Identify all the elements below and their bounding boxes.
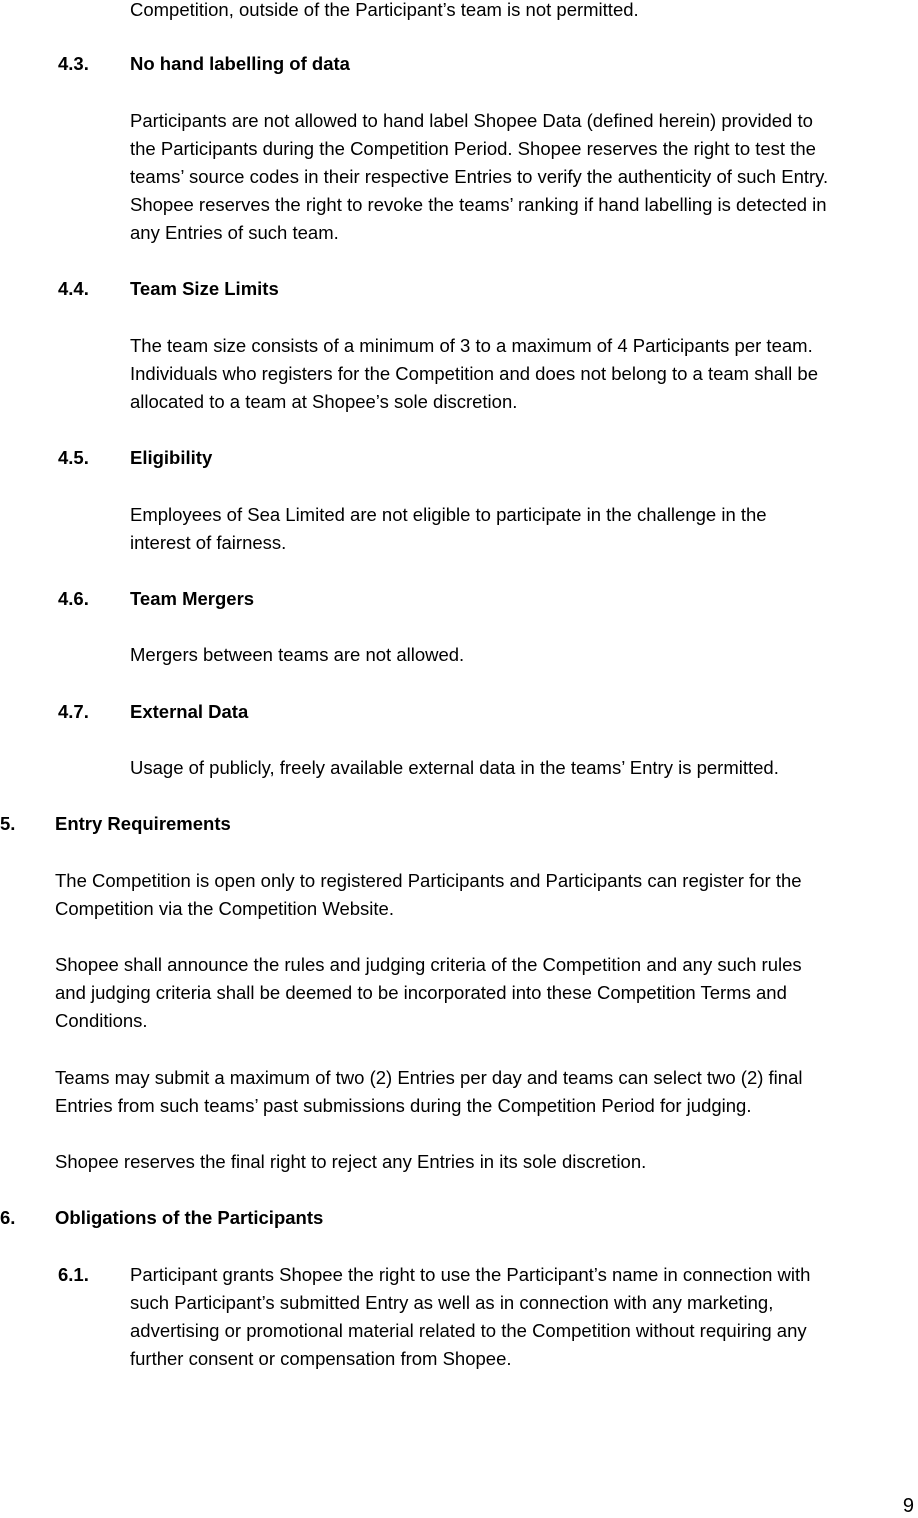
- section-4-3-line-3: teams’ source codes in their respective Entries to verify the authenticity of such Entry.: [130, 166, 829, 187]
- section-number-4-3: 4.3.: [58, 53, 89, 74]
- section-number-4-7: 4.7.: [58, 701, 89, 722]
- section-4-4-line-3: allocated to a team at Shopee’s sole discretion.: [130, 391, 518, 412]
- section-number-6-1: 6.1.: [58, 1264, 89, 1285]
- section-4-4-line-1: The team size consists of a minimum of 3 to a maximum of 4 Participants per team.: [130, 335, 813, 356]
- section-heading-6: Obligations of the Participants: [55, 1207, 324, 1228]
- section-heading-4-7: External Data: [130, 701, 249, 722]
- section-4-5-line-2: interest of fairness.: [130, 532, 287, 553]
- section-5-para-1-line-2: Competition via the Competition Website.: [55, 898, 394, 919]
- section-number-5: 5.: [0, 813, 16, 834]
- section-number-4-4: 4.4.: [58, 278, 89, 299]
- section-4-5-line-1: Employees of Sea Limited are not eligible to participate in the challenge in the: [130, 504, 767, 525]
- section-6-1-line-3: advertising or promotional material related to the Competition without requiring any: [130, 1320, 807, 1341]
- section-4-3-line-5: any Entries of such team.: [130, 222, 339, 243]
- section-5-para-1-line-1: The Competition is open only to registered Participants and Participants can register for the: [55, 870, 802, 891]
- section-5-para-3-line-2: Entries from such teams’ past submissions during the Competition Period for judging.: [55, 1095, 752, 1116]
- section-5-para-2-line-1: Shopee shall announce the rules and judging criteria of the Competition and any such rules: [55, 954, 802, 975]
- section-5-para-4-line-1: Shopee reserves the final right to reject any Entries in its sole discretion.: [55, 1151, 647, 1172]
- section-5-para-3-line-1: Teams may submit a maximum of two (2) Entries per day and teams can select two (2) final: [55, 1067, 803, 1088]
- section-6-1-line-2: such Participant’s submitted Entry as well as in connection with any marketing,: [130, 1292, 774, 1313]
- section-heading-4-5: Eligibility: [130, 447, 213, 468]
- section-number-4-5: 4.5.: [58, 447, 89, 468]
- section-6-1-line-4: further consent or compensation from Shopee.: [130, 1348, 512, 1369]
- continuation-text: Competition, outside of the Participant’s team is not permitted.: [130, 0, 639, 20]
- section-heading-4-6: Team Mergers: [130, 588, 255, 609]
- section-4-3-line-4: Shopee reserves the right to revoke the teams’ ranking if hand labelling is detected in: [130, 194, 827, 215]
- section-heading-4-3: No hand labelling of data: [130, 53, 350, 74]
- section-4-7-line-1: Usage of publicly, freely available external data in the teams’ Entry is permitted.: [130, 757, 779, 778]
- section-4-6-line-1: Mergers between teams are not allowed.: [130, 644, 465, 665]
- section-4-3-line-2: the Participants during the Competition Period. Shopee reserves the right to test the: [130, 138, 816, 159]
- section-number-6: 6.: [0, 1207, 16, 1228]
- page-number: 9: [902, 1495, 914, 1517]
- section-5-para-2-line-3: Conditions.: [55, 1010, 148, 1031]
- section-number-4-6: 4.6.: [58, 588, 89, 609]
- section-6-1-line-1: Participant grants Shopee the right to use the Participant’s name in connection with: [130, 1264, 811, 1285]
- section-4-4-line-2: Individuals who registers for the Competition and does not belong to a team shall be: [130, 363, 818, 384]
- section-5-para-2-line-2: and judging criteria shall be deemed to be incorporated into these Competition Terms and: [55, 982, 787, 1003]
- section-4-3-line-1: Participants are not allowed to hand label Shopee Data (defined herein) provided to: [130, 110, 813, 131]
- section-heading-5: Entry Requirements: [55, 813, 231, 834]
- section-heading-4-4: Team Size Limits: [130, 278, 279, 299]
